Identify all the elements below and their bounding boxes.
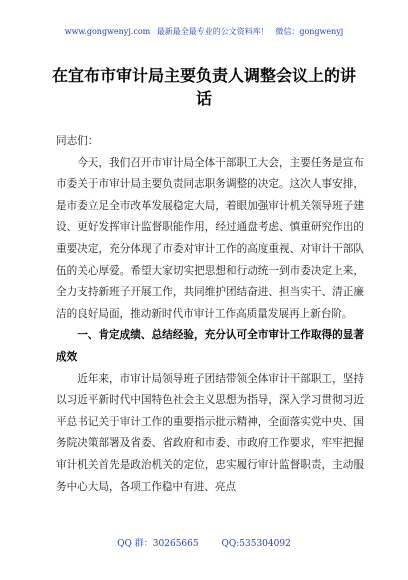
page-footer [0,536,408,549]
wechat-label: 微信：gongwenyj [275,27,344,36]
paragraph-1: 今天，我们召开市审计局全体干部职工大会，主要任务是宣布市委关于市审计局主要负责同志职务调整的决定。这次人事安排，是市委立足全市改革发展稳定大局，着眼加强审计机关领导班子建设、更好发挥审计监督职能作用，经过通盘考虑、慎重研究作出的重要决定，充分体现了市委对审计工作的高度重视、对审计干部队伍的关心厚爱。希望大家切实把思想和行动统一到市委决定上来，全力支持新班子开展工作，共同维护团结奋进、担当实干、清正廉洁的良好局面，推动新时代市审计工作高质量发展再上新台阶。 [56,156,364,320]
site-link[interactable]: www.gongwenyj.com [64,27,151,36]
header-slogan: 最新最全最专业的公文资料库！ [156,27,269,36]
page-header [0,26,408,37]
qq-contact: QQ:535304092 [221,539,291,549]
section-heading-1: 一、肯定成绩、总结经验，充分认可全市审计工作取得的显著成效 [56,329,364,363]
qq-group: QQ 群：30265665 [117,539,199,549]
document-body [56,131,364,498]
salutation: 同志们： [56,135,99,147]
paragraph-2: 近年来，市审计局领导班子团结带领全体审计干部职工，坚持以习近平新时代中国特色社会主义思想为指导，深入学习贯彻习近平总书记关于审计工作的重要指示批示精神，全面落实党中央、国务院决策部署及省委、省政府和市委、市政府工作要求，牢牢把握审计机关首先是政治机关的定位，忠实履行审计监督职责，主动服务中心大局，各项工作稳中有进、亮点 [56,372,364,493]
document-title: 在宜布市审计局主要负责人调整会议上的讲话 [51,66,356,108]
